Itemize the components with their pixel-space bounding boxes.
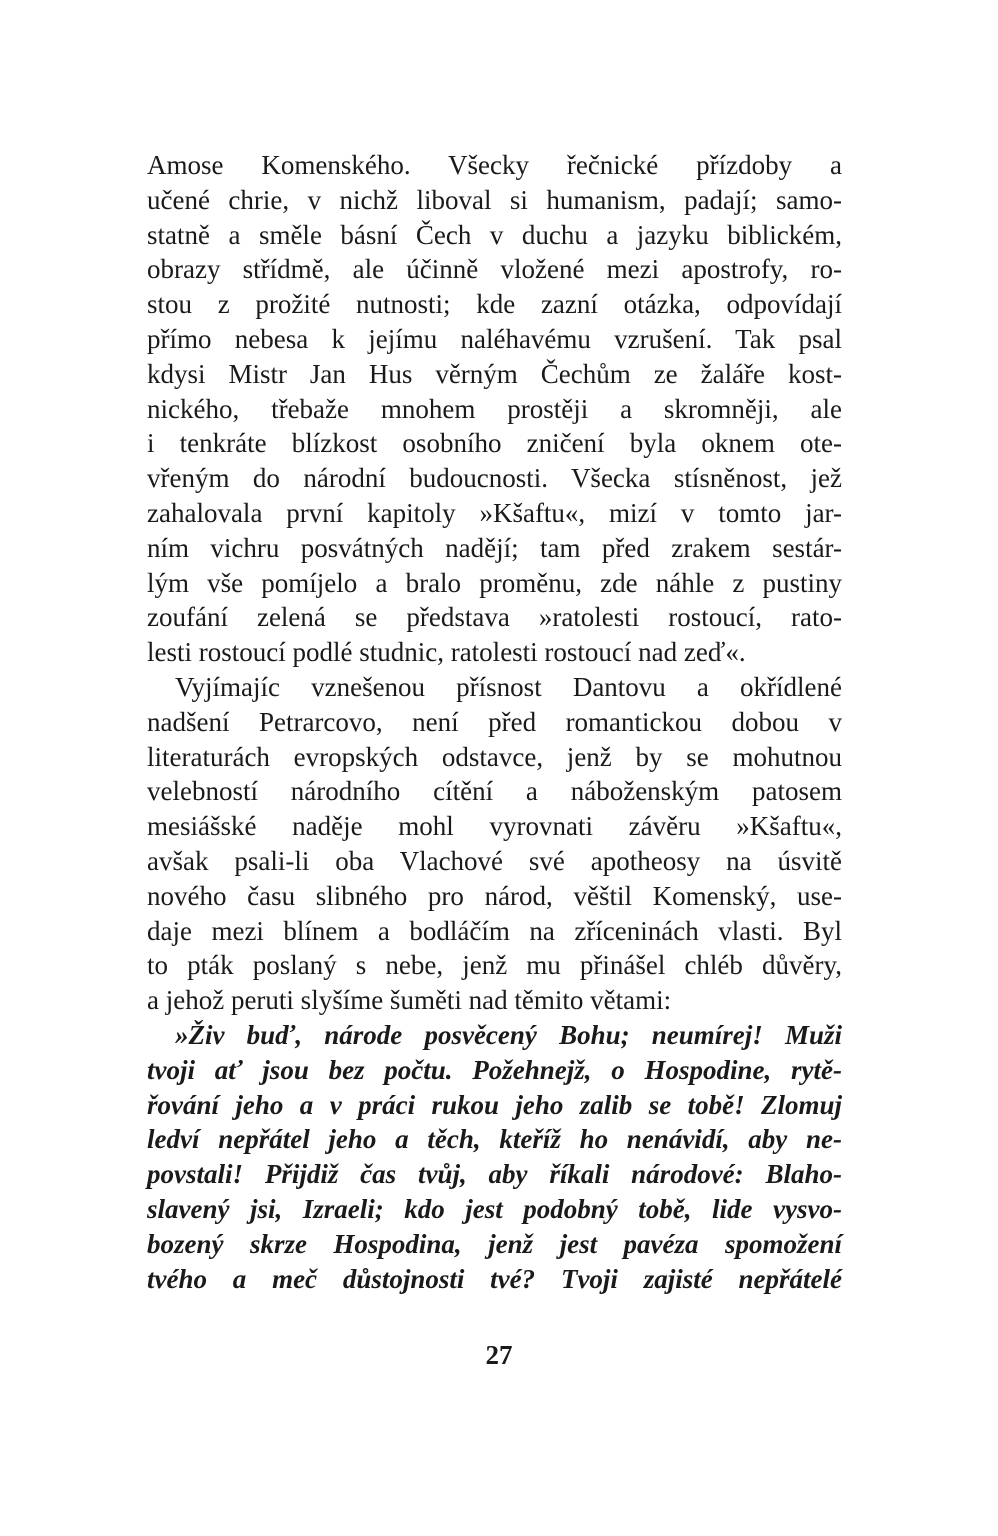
paragraph-1	[147, 148, 842, 670]
text-line: literaturách evropských odstavce, jenž by se mohutnou	[147, 741, 842, 772]
text-line: Vyjímajíc vznešenou přísnost Dantovu a okřídlené	[175, 671, 842, 702]
text-line: nického, třebaže mnohem prostěji a skromněji, ale	[147, 393, 842, 424]
text-line: vřeným do národní budoucnosti. Všecka stísněnost, jež	[147, 463, 842, 494]
text-line: Amose Komenského. Všecky řečnické přízdoby a	[147, 150, 842, 180]
text-line: stou z prožité nutnosti; kde zazní otázka, odpovídají	[147, 289, 842, 320]
quote-block	[147, 1018, 842, 1296]
text-line: učené chrie, v nichž liboval si humanism, padají; samo-	[147, 184, 842, 215]
text-line: avšak psali-li oba Vlachové své apotheosy na úsvitě	[147, 845, 842, 876]
text-line: ním vichru posvátných nadějí; tam před zrakem sestár-	[147, 532, 842, 563]
text-line: a jehož peruti slyšíme šuměti nad těmito větami:	[147, 985, 672, 1016]
text-line: lým vše pomíjelo a bralo proměnu, zde náhle z pustiny	[147, 567, 842, 598]
quote-line: slavený jsi, Izraeli; kdo jest podobný tobě, lide vysvo-	[147, 1193, 842, 1224]
text-line: velebností národního cítění a náboženským patosem	[147, 776, 842, 807]
text-line: zahalovala první kapitoly »Kšaftu«, mizí v tomto jar-	[147, 497, 842, 528]
page-number: 27	[485, 1340, 513, 1370]
text-line: obrazy střídmě, ale účinně vložené mezi apostrofy, ro-	[147, 254, 842, 285]
quote-line: bozený skrze Hospodina, jenž jest pavéza spomožení	[147, 1228, 842, 1259]
text-line: to pták poslaný s nebe, jenž mu přinášel chléb důvěry,	[147, 950, 842, 981]
body-text	[147, 148, 842, 1296]
text-line: nadšení Petrarcovo, není před romantickou dobou v	[147, 706, 842, 737]
quote-line: ledví nepřátel jeho a těch, kteříž ho nenávidí, aby ne-	[147, 1124, 842, 1155]
quote-line: »Živ buď, národe posvěcený Bohu; neumírej! Muži	[175, 1019, 842, 1050]
quote-line: řování jeho a v práci rukou jeho zalib se tobě! Zlomuj	[147, 1089, 842, 1120]
text-line: mesiášské naděje mohl vyrovnati závěru »Kšaftu«,	[147, 811, 842, 842]
text-line: statně a směle básní Čech v duchu a jazyku biblickém,	[147, 219, 842, 250]
text-line: zoufání zelená se představa »ratolesti rostoucí, rato-	[147, 602, 842, 633]
text-line: daje mezi blínem a bodláčím na zříceninách vlasti. Byl	[147, 915, 842, 946]
text-line: nového času slibného pro národ, věštil Komenský, use-	[147, 880, 842, 911]
text-line: kdysi Mistr Jan Hus věrným Čechům ze žaláře kost-	[147, 358, 842, 389]
text-line: i tenkráte blízkost osobního zničení byla oknem ote-	[147, 428, 842, 459]
text-line: přímo nebesa k jejímu naléhavému vzrušení. Tak psal	[147, 323, 842, 354]
quote-line: tvoji ať jsou bez počtu. Požehnejž, o Hospodine, rytě-	[147, 1054, 842, 1085]
paragraph-2	[147, 670, 842, 1018]
quote-line: povstali! Přijdiž čas tvůj, aby říkali národové: Blaho-	[147, 1159, 842, 1190]
text-line: lesti rostoucí podlé studnic, ratolesti rostoucí nad zeď«.	[147, 637, 746, 668]
quote-line: tvého a meč důstojnosti tvé? Tvoji zajisté nepřátelé	[147, 1263, 842, 1294]
